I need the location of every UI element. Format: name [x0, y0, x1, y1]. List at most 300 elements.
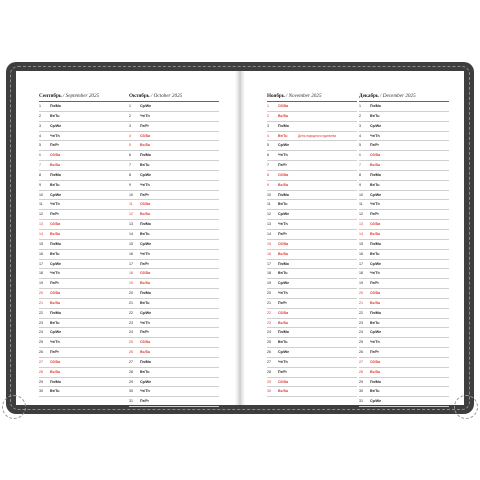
- day-row: [267, 250, 357, 260]
- day-of-week: Пн/Mo: [370, 379, 381, 384]
- day-of-week: Чт/Th: [50, 133, 60, 138]
- planner-cover: [6, 62, 474, 414]
- day-of-week: Вт/Tu: [140, 300, 150, 305]
- day-row: [129, 378, 219, 388]
- day-of-week: Сб/Sa: [370, 291, 381, 296]
- day-row: [39, 141, 129, 151]
- day-of-week: Сб/Sa: [278, 310, 289, 315]
- day-of-week: Сб/Sa: [370, 222, 381, 227]
- day-of-week: Сб/Sa: [50, 153, 61, 158]
- day-of-week: Ср/We: [370, 192, 382, 197]
- day-number: 8: [39, 172, 41, 177]
- day-number: 9: [129, 182, 131, 187]
- day-row: [129, 210, 219, 220]
- month-column: [359, 93, 449, 407]
- day-number: 11: [267, 202, 271, 207]
- day-row: [129, 397, 219, 407]
- day-number: 16: [39, 251, 43, 256]
- day-of-week: Пт/Fr: [50, 212, 59, 217]
- day-of-week: Пт/Fr: [50, 281, 59, 286]
- day-number: 7: [39, 163, 41, 168]
- day-number: 15: [39, 241, 43, 246]
- day-of-week: Ср/We: [370, 399, 382, 404]
- day-row: [129, 319, 219, 329]
- day-number: 5: [129, 143, 131, 148]
- day-row: [359, 289, 449, 299]
- day-of-week: Сб/Sa: [278, 379, 289, 384]
- day-row: [129, 102, 219, 112]
- day-row: [267, 260, 357, 270]
- day-number: 13: [39, 222, 43, 227]
- day-row: [129, 250, 219, 260]
- day-of-week: Ср/We: [50, 123, 62, 128]
- day-row: [359, 200, 449, 210]
- day-of-week: Чт/Th: [140, 182, 150, 187]
- day-number: 18: [39, 271, 43, 276]
- day-of-week: Пт/Fr: [140, 123, 149, 128]
- day-number: 2: [129, 113, 131, 118]
- day-row: [39, 112, 129, 122]
- day-of-week: Ср/We: [278, 143, 290, 148]
- day-of-week: Вс/Su: [278, 113, 289, 118]
- day-number: 9: [39, 182, 41, 187]
- corner-decoration: [454, 395, 478, 419]
- day-number: 20: [39, 291, 43, 296]
- holiday-note: День народного единства: [298, 133, 336, 138]
- day-number: 12: [129, 212, 133, 217]
- day-number: 18: [359, 271, 363, 276]
- day-number: 6: [39, 153, 41, 158]
- day-of-week: Сб/Sa: [50, 291, 61, 296]
- day-of-week: Пн/Mo: [278, 330, 289, 335]
- day-number: 30: [39, 389, 43, 394]
- day-row: [267, 102, 357, 112]
- day-number: 28: [267, 369, 271, 374]
- day-row: [129, 260, 219, 270]
- day-of-week: Чт/Th: [140, 320, 150, 325]
- day-number: 17: [359, 261, 363, 266]
- day-row: [267, 299, 357, 309]
- day-row: [267, 378, 357, 388]
- day-of-week: Пн/Mo: [278, 261, 289, 266]
- day-row: [359, 151, 449, 161]
- day-row: [359, 240, 449, 250]
- day-row: [129, 141, 219, 151]
- day-row: [359, 112, 449, 122]
- day-row: [39, 299, 129, 309]
- day-of-week: Чт/Th: [50, 202, 60, 207]
- day-of-week: Вс/Su: [50, 300, 61, 305]
- day-row: [129, 112, 219, 122]
- day-row: [359, 279, 449, 289]
- day-number: 12: [267, 212, 271, 217]
- day-of-week: Ср/We: [278, 281, 290, 286]
- day-row: [267, 328, 357, 338]
- day-number: 1: [359, 104, 361, 108]
- day-row: [359, 141, 449, 151]
- day-row: [39, 358, 129, 368]
- day-of-week: Чт/Th: [140, 251, 150, 256]
- day-number: 10: [129, 192, 133, 197]
- day-of-week: Сб/Sa: [140, 133, 151, 138]
- day-of-week: Чт/Th: [278, 291, 288, 296]
- day-of-week: Вт/Tu: [50, 182, 60, 187]
- right-page: [245, 71, 464, 405]
- day-of-week: Пн/Mo: [370, 172, 381, 177]
- day-row: [129, 171, 219, 181]
- day-row: [39, 378, 129, 388]
- day-number: 28: [129, 369, 133, 374]
- month-name-en: / December 2025: [379, 93, 416, 99]
- day-of-week: Пт/Fr: [370, 350, 379, 355]
- day-row: [129, 132, 219, 142]
- day-of-week: Сб/Sa: [140, 271, 151, 276]
- day-row: [39, 269, 129, 279]
- day-number: 17: [267, 261, 271, 266]
- day-of-week: Вт/Tu: [278, 133, 288, 138]
- day-number: 2: [267, 113, 269, 118]
- day-row: [39, 260, 129, 270]
- day-number: 13: [129, 222, 133, 227]
- month-column: [39, 93, 129, 397]
- day-row: [359, 171, 449, 181]
- day-row: [129, 191, 219, 201]
- day-number: 21: [39, 300, 43, 305]
- day-number: 17: [129, 261, 133, 266]
- day-row: [267, 220, 357, 230]
- day-of-week: Вс/Su: [278, 251, 289, 256]
- day-of-week: Пт/Fr: [370, 212, 379, 217]
- day-of-week: Вт/Tu: [140, 369, 150, 374]
- day-number: 29: [359, 379, 363, 384]
- day-row: [39, 220, 129, 230]
- day-row: [39, 122, 129, 132]
- day-of-week: Вс/Su: [370, 369, 381, 374]
- day-row: [129, 289, 219, 299]
- day-number: 26: [359, 350, 363, 355]
- day-row: [267, 279, 357, 289]
- day-row: [359, 250, 449, 260]
- day-of-week: Ср/We: [140, 379, 152, 384]
- day-number: 23: [39, 320, 43, 325]
- day-number: 28: [359, 369, 363, 374]
- day-of-week: Чт/Th: [278, 359, 288, 364]
- day-number: 26: [129, 350, 133, 355]
- day-number: 16: [129, 251, 133, 256]
- day-row: [267, 191, 357, 201]
- day-row: [359, 269, 449, 279]
- day-number: 31: [129, 399, 133, 404]
- day-of-week: Чт/Th: [370, 133, 380, 138]
- day-number: 23: [129, 320, 133, 325]
- day-number: 25: [129, 340, 133, 345]
- day-row: [267, 112, 357, 122]
- day-row: [359, 338, 449, 348]
- day-of-week: Вс/Su: [140, 143, 151, 148]
- day-row: [359, 132, 449, 142]
- day-of-week: Ср/We: [50, 330, 62, 335]
- day-row: [129, 230, 219, 240]
- day-number: 8: [267, 172, 269, 177]
- day-number: 29: [129, 379, 133, 384]
- day-row: [39, 132, 129, 142]
- day-number: 14: [359, 231, 363, 236]
- day-number: 23: [359, 320, 363, 325]
- day-row: [129, 328, 219, 338]
- day-of-week: Пт/Fr: [278, 231, 287, 236]
- day-of-week: Вс/Su: [370, 231, 381, 236]
- day-number: 3: [267, 123, 269, 128]
- day-of-week: Пт/Fr: [140, 399, 149, 404]
- day-list: [39, 102, 129, 397]
- day-row: [129, 299, 219, 309]
- day-row: [267, 122, 357, 132]
- day-number: 23: [267, 320, 271, 325]
- day-row: [129, 309, 219, 319]
- day-number: 6: [129, 153, 131, 158]
- month-name-ru: Октябрь: [129, 93, 150, 99]
- day-row: [39, 309, 129, 319]
- day-of-week: Пн/Mo: [278, 192, 289, 197]
- day-number: 10: [39, 192, 43, 197]
- day-row: [267, 200, 357, 210]
- day-number: 9: [267, 182, 269, 187]
- day-number: 2: [39, 113, 41, 118]
- day-of-week: Пн/Mo: [140, 291, 151, 296]
- day-of-week: Пт/Fr: [140, 330, 149, 335]
- day-of-week: Чт/Th: [140, 113, 150, 118]
- day-row: [129, 161, 219, 171]
- day-row: [359, 328, 449, 338]
- day-number: 12: [39, 212, 43, 217]
- day-row: [359, 319, 449, 329]
- day-of-week: Вт/Tu: [370, 389, 380, 394]
- day-number: 29: [39, 379, 43, 384]
- day-of-week: Пн/Mo: [50, 379, 61, 384]
- day-of-week: Пн/Mo: [278, 123, 289, 128]
- day-of-week: Вт/Tu: [370, 320, 380, 325]
- day-number: 24: [359, 330, 363, 335]
- day-row: [39, 200, 129, 210]
- day-number: 5: [359, 143, 361, 148]
- day-row: [39, 368, 129, 378]
- day-row: [267, 230, 357, 240]
- day-of-week: Вс/Su: [278, 389, 289, 394]
- day-row: [267, 338, 357, 348]
- day-number: 25: [359, 340, 363, 345]
- day-list: [359, 102, 449, 407]
- day-of-week: Пт/Fr: [140, 261, 149, 266]
- day-row: [39, 338, 129, 348]
- day-number: 6: [359, 153, 361, 158]
- day-row: [39, 328, 129, 338]
- day-number: 15: [129, 241, 133, 246]
- day-of-week: Ср/We: [140, 310, 152, 315]
- month-column: [129, 93, 219, 407]
- day-number: 1: [129, 104, 131, 108]
- day-of-week: Вт/Tu: [50, 113, 60, 118]
- day-row: [359, 122, 449, 132]
- day-number: 1: [267, 104, 269, 108]
- day-of-week: Ср/We: [50, 192, 62, 197]
- day-row: [267, 161, 357, 171]
- month-name-ru: Ноябрь: [267, 93, 285, 99]
- day-of-week: Вт/Tu: [370, 113, 380, 118]
- day-of-week: Вс/Su: [50, 163, 61, 168]
- day-of-week: Вт/Tu: [278, 271, 288, 276]
- month-name-en: / November 2025: [285, 93, 322, 99]
- day-number: 20: [129, 291, 133, 296]
- day-number: 18: [267, 271, 271, 276]
- day-of-week: Чт/Th: [140, 389, 150, 394]
- day-row: [359, 102, 449, 112]
- day-of-week: Вс/Su: [50, 369, 61, 374]
- day-number: 12: [359, 212, 363, 217]
- day-of-week: Вт/Tu: [140, 231, 150, 236]
- day-row: [359, 387, 449, 397]
- day-of-week: Ср/We: [140, 172, 152, 177]
- day-row: [267, 309, 357, 319]
- day-number: 30: [359, 389, 363, 394]
- day-of-week: Ср/We: [370, 330, 382, 335]
- day-number: 3: [39, 123, 41, 128]
- month-name-en: / October 2025: [150, 93, 183, 99]
- day-of-week: Пн/Mo: [370, 241, 381, 246]
- month-header: [39, 93, 129, 102]
- day-of-week: Пн/Mo: [50, 104, 61, 108]
- month-header: [267, 93, 357, 102]
- day-number: 7: [129, 163, 131, 168]
- day-of-week: Пн/Mo: [140, 359, 151, 364]
- day-row: [267, 358, 357, 368]
- day-of-week: Ср/We: [140, 104, 152, 108]
- day-row: [359, 348, 449, 358]
- day-number: 27: [129, 359, 133, 364]
- day-number: 11: [359, 202, 363, 207]
- day-of-week: Сб/Sa: [370, 153, 381, 158]
- day-number: 21: [359, 300, 363, 305]
- day-row: [39, 161, 129, 171]
- month-column: [267, 93, 357, 397]
- day-of-week: Пн/Mo: [370, 104, 381, 108]
- day-of-week: Пт/Fr: [140, 192, 149, 197]
- day-number: 21: [267, 300, 271, 305]
- day-number: 14: [267, 231, 271, 236]
- day-number: 24: [129, 330, 133, 335]
- day-row: [129, 122, 219, 132]
- day-row: [267, 289, 357, 299]
- day-row: [359, 358, 449, 368]
- day-of-week: Вт/Tu: [50, 389, 60, 394]
- day-of-week: Пн/Mo: [140, 153, 151, 158]
- day-row: [267, 132, 357, 142]
- day-row: [267, 181, 357, 191]
- day-row: [39, 191, 129, 201]
- day-of-week: Вс/Su: [140, 281, 151, 286]
- day-number: 14: [129, 231, 133, 236]
- day-row: [129, 151, 219, 161]
- day-number: 7: [267, 163, 269, 168]
- day-of-week: Вс/Su: [140, 212, 151, 217]
- day-list: [267, 102, 357, 397]
- day-number: 17: [39, 261, 43, 266]
- day-number: 5: [267, 143, 269, 148]
- day-of-week: Чт/Th: [278, 153, 288, 158]
- day-of-week: Вт/Tu: [50, 251, 60, 256]
- day-of-week: Вс/Su: [370, 300, 381, 305]
- day-number: 24: [267, 330, 271, 335]
- day-row: [129, 269, 219, 279]
- day-number: 4: [129, 133, 131, 138]
- day-number: 20: [267, 291, 271, 296]
- day-of-week: Сб/Sa: [278, 172, 289, 177]
- day-number: 28: [39, 369, 43, 374]
- day-of-week: Пт/Fr: [50, 143, 59, 148]
- day-number: 14: [39, 231, 43, 236]
- day-of-week: Сб/Sa: [278, 104, 289, 108]
- day-number: 20: [359, 291, 363, 296]
- day-number: 30: [267, 389, 271, 394]
- day-of-week: Ср/We: [370, 123, 382, 128]
- day-row: [129, 181, 219, 191]
- month-name-en: / September 2025: [62, 93, 100, 99]
- day-number: 25: [267, 340, 271, 345]
- day-number: 19: [267, 281, 271, 286]
- day-row: [39, 210, 129, 220]
- day-of-week: Пт/Fr: [278, 163, 287, 168]
- day-of-week: Вс/Su: [278, 182, 289, 187]
- day-number: 10: [267, 192, 271, 197]
- day-number: 22: [267, 310, 271, 315]
- day-number: 8: [359, 172, 361, 177]
- day-number: 27: [359, 359, 363, 364]
- day-number: 27: [267, 359, 271, 364]
- day-number: 11: [39, 202, 43, 207]
- day-of-week: Чт/Th: [370, 340, 380, 345]
- day-number: 7: [359, 163, 361, 168]
- day-number: 4: [39, 133, 41, 138]
- day-row: [267, 240, 357, 250]
- day-row: [39, 171, 129, 181]
- day-row: [359, 210, 449, 220]
- day-row: [267, 368, 357, 378]
- day-number: 16: [267, 251, 271, 256]
- day-row: [39, 279, 129, 289]
- day-number: 4: [267, 133, 269, 138]
- month-name-ru: Сентябрь: [39, 93, 62, 99]
- day-of-week: Сб/Sa: [140, 202, 151, 207]
- book-spine: [235, 71, 245, 405]
- day-number: 19: [129, 281, 133, 286]
- day-of-week: Пт/Fr: [370, 143, 379, 148]
- day-row: [359, 161, 449, 171]
- day-of-week: Вт/Tu: [140, 163, 150, 168]
- day-row: [129, 279, 219, 289]
- day-number: 26: [267, 350, 271, 355]
- day-number: 1: [39, 104, 41, 108]
- day-number: 3: [359, 123, 361, 128]
- day-of-week: Вс/Su: [50, 231, 61, 236]
- day-number: 13: [359, 222, 363, 227]
- day-number: 16: [359, 251, 363, 256]
- day-row: [129, 387, 219, 397]
- day-row: [129, 220, 219, 230]
- day-number: 4: [359, 133, 361, 138]
- day-row: [129, 200, 219, 210]
- day-number: 10: [359, 192, 363, 197]
- day-row: [359, 260, 449, 270]
- day-row: [359, 230, 449, 240]
